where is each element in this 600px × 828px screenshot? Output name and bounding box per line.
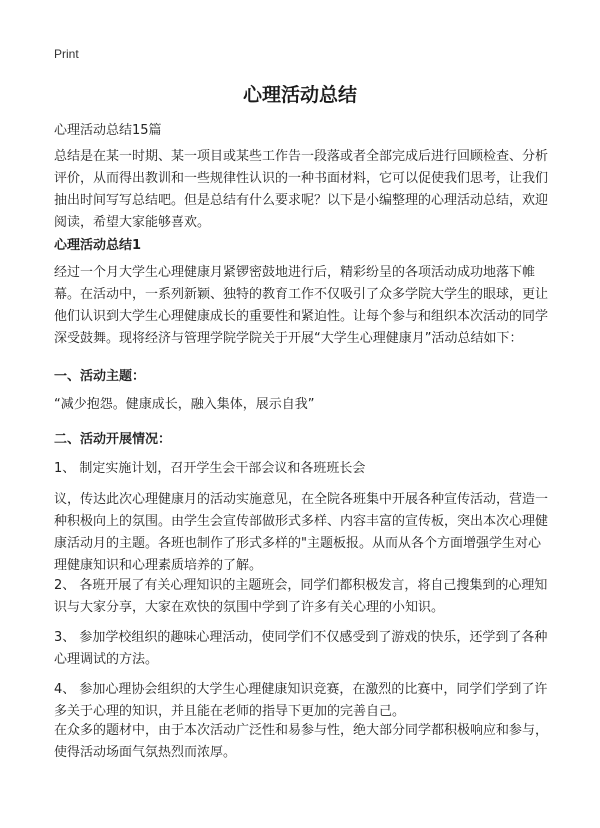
list-item-1-detail: 议，传达此次心理健康月的活动实施意见，在全院各班集中开展各种宣传活动，营造一种积极向上的氛围。由学生会宣传部做形式多样、内容丰富的宣传板，突出本次心理健康活动月的主题。各班也制作了形式多样的"主题板报。从而从各个方面增强学生对心理健康知识和心理素质培养的了解。 [54, 492, 549, 573]
section-heading-summary-1: 心理活动总结1 [54, 238, 142, 253]
theme-heading: 一、活动主题： [54, 369, 146, 384]
print-link[interactable]: Print [54, 47, 79, 61]
list-item-3: 3、 参加学校组织的趣味心理活动，使同学们不仅感受到了游戏的快乐，还学到了各种心理调试的方法。 [54, 630, 548, 667]
list-item-2: 2、 各班开展了有关心理知识的主题班会，同学们都积极发言，将自己搜集到的心理知识与大家分享，大家在欢快的氛围中学到了许多有关心理的小知识。 [54, 578, 548, 615]
list-item-1: 1、 制定实施计划，召开学生会干部会议和各班班长会 [54, 461, 366, 476]
page-title: 心理活动总结 [242, 84, 357, 106]
theme-text: “减少抱怨。健康成长，融入集体，展示自我” [54, 397, 315, 412]
closing-paragraph: 在众多的题材中，由于本次活动广泛性和易参与性，绝大部分同学都积极响应和参与，使得活动场面气氛热烈而浓厚。 [54, 723, 549, 760]
list-item-4: 4、 参加心理协会组织的大学生心理健康知识竞赛，在激烈的比赛中，同学们学到了许多关于心理的知识，并且能在老师的指导下更加的完善自己。 [54, 682, 548, 719]
document-subtitle: 心理活动总结15篇 [54, 123, 162, 138]
intro-paragraph: 总结是在某一时期、某一项目或某些工作告一段落或者全部完成后进行回顾检查、分析评价，从而得出教训和一些规律性认识的一种书面材料，它可以促使我们思考，让我们抽出时间写写总结吧。但是总结有什么要求呢？以下是小编整理的心理活动总结，欢迎阅读，希望大家能够喜欢。 [54, 149, 549, 230]
section1-paragraph: 经过一个月大学生心理健康月紧锣密鼓地进行后，精彩纷呈的各项活动成功地落下帷幕。在活动中，一系列新颖、独特的教育工作不仅吸引了众多学院大学生的眼球，更让他们认识到大学生心理健康成长的重要性和紧迫性。让每个参与和组织本次活动的同学深受鼓舞。现将经济与管理学院学院关于开展“大学生心理健康月”活动总结如下： [54, 265, 549, 346]
progress-heading: 二、活动开展情况： [54, 432, 172, 447]
